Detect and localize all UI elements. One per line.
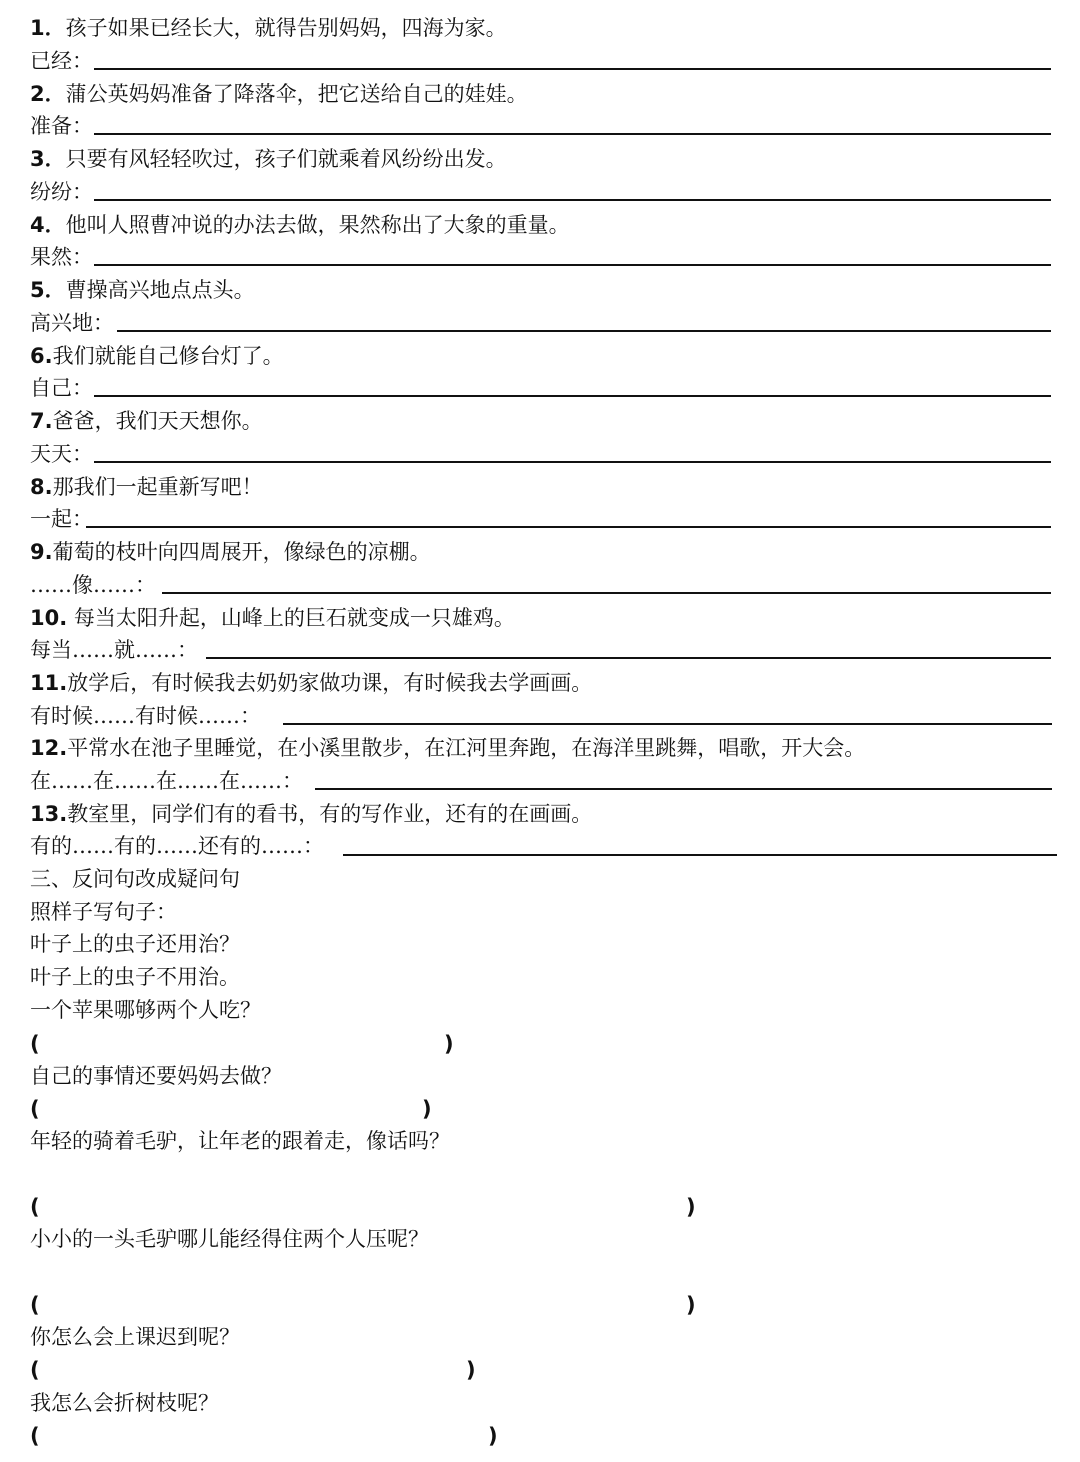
item-5-keyword: 高兴地：	[30, 311, 114, 335]
answer-5-open-paren: (	[30, 1358, 40, 1382]
item-1-sentence: 1．孩子如果已经长大，就得告别妈妈，四海为家。	[30, 16, 507, 40]
answer-3-close-paren: )	[686, 1195, 696, 1219]
answer-1-open-paren: (	[30, 1032, 40, 1056]
item-1-answer-line[interactable]	[94, 68, 1051, 70]
item-8-sentence: 8.那我们一起重新写吧！	[30, 475, 263, 499]
item-13-sentence: 13.教室里，同学们有的看书，有的写作业，还有的在画画。	[30, 802, 593, 826]
item-6-keyword: 自己：	[30, 376, 93, 400]
example-question: 叶子上的虫子还用治？	[30, 932, 240, 956]
question-3: 年轻的骑着毛驴，让年老的跟着走，像话吗？	[30, 1129, 450, 1153]
item-11-sentence: 11.放学后，有时候我去奶奶家做功课，有时候我去学画画。	[30, 671, 593, 695]
item-6-answer-line[interactable]	[94, 395, 1051, 397]
item-4-keyword: 果然：	[30, 245, 93, 269]
item-5-answer-line[interactable]	[117, 330, 1051, 332]
item-5-sentence: 5．曹操高兴地点点头。	[30, 278, 255, 302]
answer-4-close-paren: )	[686, 1293, 696, 1317]
item-2-sentence: 2．蒲公英妈妈准备了降落伞，把它送给自己的娃娃。	[30, 82, 528, 106]
question-5: 你怎么会上课迟到呢？	[30, 1325, 240, 1349]
item-3-answer-line[interactable]	[94, 199, 1051, 201]
question-6: 我怎么会折树枝呢？	[30, 1391, 219, 1415]
item-9-sentence: 9.葡萄的枝叶向四周展开，像绿色的凉棚。	[30, 540, 431, 564]
item-10-sentence: 10. 每当太阳升起，山峰上的巨石就变成一只雄鸡。	[30, 606, 515, 630]
item-12-sentence: 12.平常水在池子里睡觉，在小溪里散步，在江河里奔跑，在海洋里跳舞，唱歌，开大会。	[30, 736, 866, 760]
question-4: 小小的一头毛驴哪儿能经得住两个人压呢？	[30, 1227, 429, 1251]
item-2-answer-line[interactable]	[94, 133, 1051, 135]
section-3-instruction: 照样子写句子：	[30, 900, 177, 924]
item-4-sentence: 4．他叫人照曹冲说的办法去做，果然称出了大象的重量。	[30, 213, 570, 237]
item-10-answer-line[interactable]	[206, 657, 1051, 659]
answer-4-open-paren: (	[30, 1293, 40, 1317]
item-7-keyword: 天天：	[30, 442, 93, 466]
item-8-keyword: 一起：	[30, 507, 93, 531]
item-9-answer-line[interactable]	[162, 592, 1051, 594]
answer-3-open-paren: (	[30, 1195, 40, 1219]
item-13-answer-line[interactable]	[343, 854, 1057, 856]
answer-6-open-paren: (	[30, 1424, 40, 1448]
item-10-keyword: 每当……就……：	[30, 638, 198, 662]
item-4-answer-line[interactable]	[94, 264, 1051, 266]
question-2: 自己的事情还要妈妈去做？	[30, 1064, 282, 1088]
answer-2-open-paren: (	[30, 1097, 40, 1121]
item-11-keyword: 有时候……有时候……：	[30, 704, 261, 728]
question-1: 一个苹果哪够两个人吃？	[30, 998, 261, 1022]
item-3-sentence: 3．只要有风轻轻吹过，孩子们就乘着风纷纷出发。	[30, 147, 507, 171]
item-12-keyword: 在……在……在……在……：	[30, 769, 303, 793]
item-13-keyword: 有的……有的……还有的……：	[30, 834, 324, 858]
item-7-answer-line[interactable]	[94, 461, 1051, 463]
answer-5-close-paren: )	[466, 1358, 476, 1382]
item-12-answer-line[interactable]	[315, 788, 1052, 790]
answer-6-close-paren: )	[488, 1424, 498, 1448]
item-2-keyword: 准备：	[30, 114, 93, 138]
example-answer: 叶子上的虫子不用治。	[30, 965, 240, 989]
item-1-keyword: 已经：	[30, 49, 93, 73]
answer-2-close-paren: )	[422, 1097, 432, 1121]
item-6-sentence: 6.我们就能自己修台灯了。	[30, 344, 284, 368]
item-7-sentence: 7.爸爸，我们天天想你。	[30, 409, 263, 433]
item-9-keyword: ……像……：	[30, 573, 156, 597]
answer-1-close-paren: )	[444, 1032, 454, 1056]
item-11-answer-line[interactable]	[283, 723, 1052, 725]
item-3-keyword: 纷纷：	[30, 180, 93, 204]
item-8-answer-line[interactable]	[86, 526, 1051, 528]
section-3-title: 三、反问句改成疑问句	[30, 867, 240, 891]
